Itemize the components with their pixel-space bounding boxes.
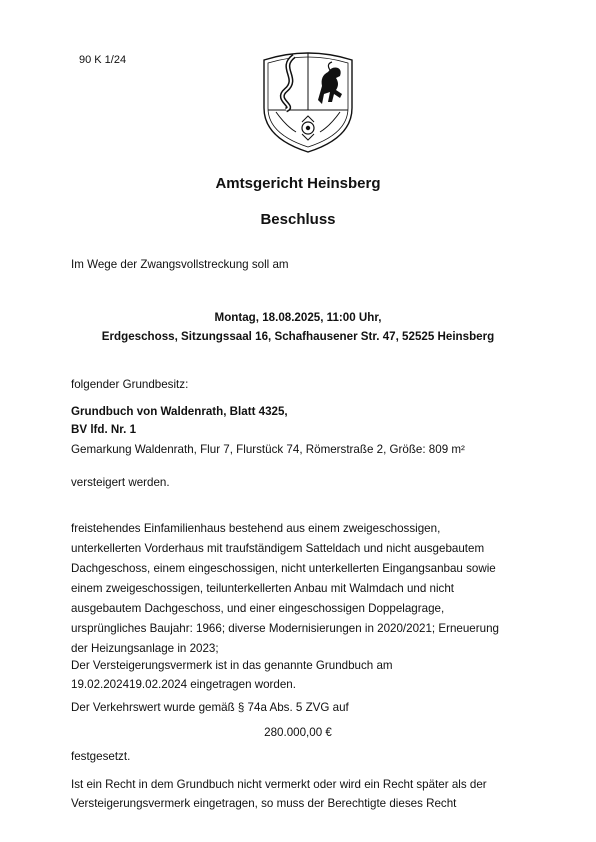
verkehrswert-intro: Der Verkehrswert wurde gemäß § 74a Abs. 5 ZVG auf	[71, 701, 349, 714]
property-description	[71, 519, 531, 659]
termin-date-time: Montag, 18.08.2025, 11:00 Uhr,	[214, 311, 382, 324]
grundbesitz-intro: folgender Grundbesitz:	[71, 378, 189, 391]
description-line: ursprüngliches Baujahr: 1966; diverse Modernisierungen in 2020/2021; Erneuerung	[71, 622, 499, 635]
description-line: ausgebautem Dachgeschoss, und einer eingeschossigen Doppelagrage,	[71, 602, 445, 615]
document-title: Beschluss	[260, 211, 336, 228]
vermerk-line-1: Der Versteigerungsvermerk ist in das genannte Grundbuch am	[71, 659, 393, 672]
versteigert-text: versteigert werden.	[71, 476, 170, 489]
intro-text: Im Wege der Zwangsvollstreckung soll am	[71, 258, 289, 271]
court-name: Amtsgericht Heinsberg	[215, 175, 381, 192]
recht-line-2: Versteigerungsvermerk eingetragen, so muss der Berechtigte dieses Recht	[71, 797, 457, 810]
case-number: 90 K 1/24	[79, 54, 127, 66]
description-line: freistehendes Einfamilienhaus bestehend aus einem zweigeschossigen,	[71, 522, 441, 535]
grundbuch-line-3: Gemarkung Waldenrath, Flur 7, Flurstück 74, Römerstraße 2, Größe: 809 m²	[71, 443, 465, 456]
nrw-coat-of-arms-icon	[256, 46, 360, 156]
termin-location: Erdgeschoss, Sitzungssaal 16, Schafhausener Str. 47, 52525 Heinsberg	[101, 330, 495, 343]
description-line: unterkellerten Vorderhaus mit traufständigem Satteldach und nicht ausgebautem	[71, 542, 485, 555]
verkehrswert-amount: 280.000,00 €	[264, 726, 332, 739]
grundbuch-line-2: BV lfd. Nr. 1	[71, 423, 137, 436]
description-line: Dachgeschoss, einem eingeschossigen, nicht unterkellerten Eingangsanbau sowie	[71, 562, 496, 575]
description-line: der Heizungsanlage in 2023;	[71, 642, 219, 655]
recht-line-1: Ist ein Recht in dem Grundbuch nicht vermerkt oder wird ein Recht später als der	[71, 778, 487, 791]
grundbuch-line-1: Grundbuch von Waldenrath, Blatt 4325,	[71, 405, 288, 418]
vermerk-line-2: 19.02.202419.02.2024 eingetragen worden.	[71, 678, 296, 691]
verkehrswert-outro: festgesetzt.	[71, 750, 131, 763]
description-line: einem zweigeschossigen, teilunterkellerten Anbau mit Walmdach und nicht	[71, 582, 455, 595]
